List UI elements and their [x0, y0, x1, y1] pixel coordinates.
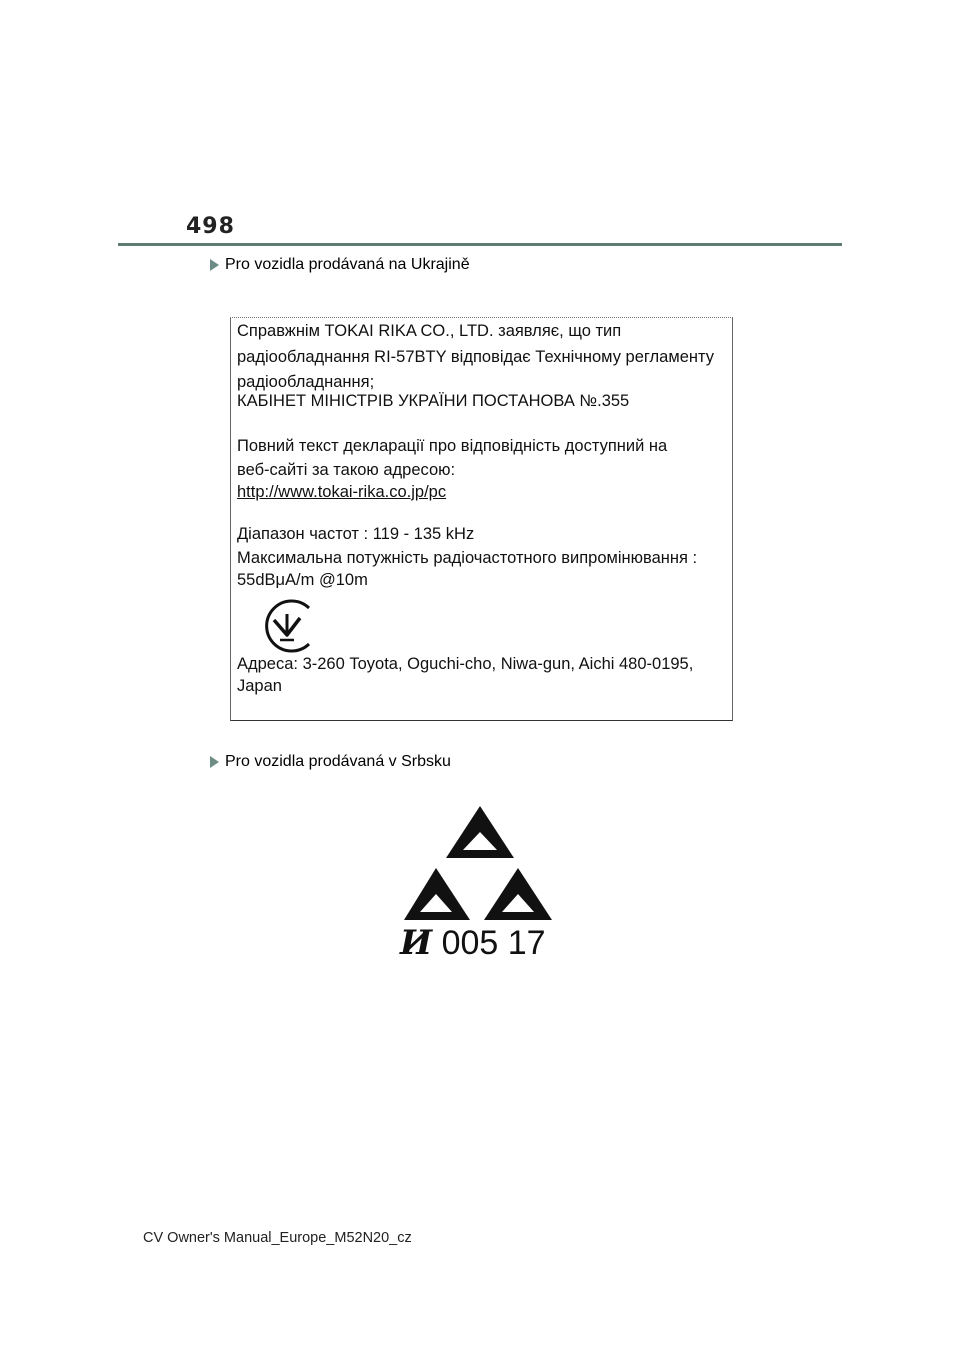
- declaration-line: Максимальна потужність радіочастотного випромінювання :: [237, 549, 698, 567]
- declaration-line: радіообладнання RI-57BTY відповідає Технічному регламенту: [237, 348, 714, 366]
- section-heading-label: Pro vozidla prodávaná v Srbsku: [225, 753, 451, 770]
- declaration-line: Адреса: 3-260 Toyota, Oguchi-cho, Niwa-gun, Aichi 480-0195,: [237, 655, 694, 673]
- header-rule: [118, 243, 842, 246]
- arrow-right-icon: [210, 259, 219, 271]
- declaration-line: веб-сайті за такою адресою:: [237, 461, 456, 479]
- serbian-mark-prefix: И: [400, 923, 433, 963]
- arrow-right-icon: [210, 756, 219, 768]
- section-heading-label: Pro vozidla prodávaná na Ukrajině: [225, 256, 470, 273]
- page-number: 498: [186, 214, 235, 239]
- ukraine-declaration-box: [230, 317, 733, 721]
- declaration-line: Повний текст декларації про відповідність доступний на: [237, 437, 668, 455]
- ukrainian-conformity-mark-icon: [260, 598, 316, 654]
- declaration-line: Справжнім TOKAI RIKA CO., LTD. заявляє, що тип: [237, 322, 622, 340]
- declaration-line: радіообладнання;: [237, 373, 375, 391]
- declaration-url-link[interactable]: http://www.tokai-rika.co.jp/pc: [237, 483, 447, 501]
- declaration-line: Діапазон частот : 119 - 135 kHz: [237, 525, 475, 543]
- serbian-mark-code: [400, 923, 560, 963]
- declaration-line: Japan: [237, 677, 282, 695]
- declaration-line: 55dBμA/m @10m: [237, 571, 368, 589]
- section-heading-serbia: [210, 753, 451, 771]
- serbian-mark-number: 005 17: [441, 924, 546, 962]
- declaration-line: КАБІНЕТ МІНІСТРІВ УКРАЇНИ ПОСТАНОВА №.355: [237, 392, 630, 410]
- section-heading-ukraine: [210, 256, 470, 274]
- document-footer: CV Owner's Manual_Europe_M52N20_cz: [143, 1230, 412, 1246]
